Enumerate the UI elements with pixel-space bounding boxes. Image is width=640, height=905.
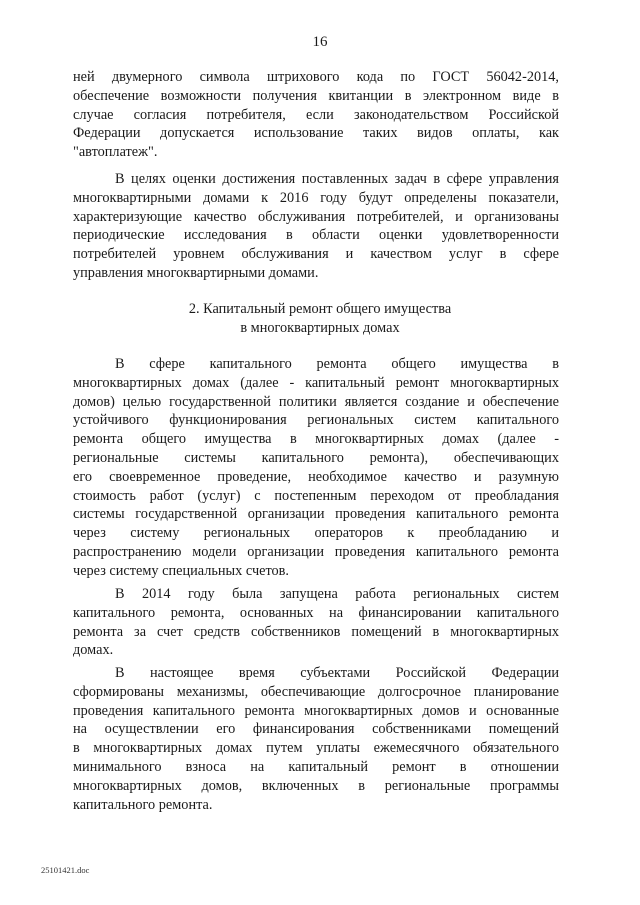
paragraph-2014-launch	[73, 585, 559, 660]
text-line: Федерации допускается использование таких видов оплаты, как	[73, 125, 559, 142]
text-line: устойчивого функционирования региональных систем капитального	[73, 412, 559, 429]
text-line: характеризующие качество обслуживания потребителей, и организованы	[73, 208, 559, 225]
text-line: домов) целью государственной политики является создание и обеспечение	[73, 393, 559, 410]
text-line: через систему региональных операторов к преобладанию и	[73, 525, 559, 542]
section-heading-line-2: в многоквартирных домах	[240, 320, 400, 336]
text-line: В настоящее время субъектами Российской Федерации	[115, 665, 559, 681]
text-line: случае согласия потребителя, если законодательством Российской	[73, 106, 559, 123]
text-line: В 2014 году была запущена работа региональных систем	[115, 586, 559, 602]
text-line: многоквартирных домах (далее - капитальный ремонт многоквартирных	[73, 374, 559, 391]
text-line: многоквартирными домами к 2016 году будут определены показатели,	[73, 189, 559, 206]
text-line: многоквартирных домов, включенных в региональные программы	[73, 777, 559, 794]
text-line: ней двумерного символа штрихового кода по ГОСТ 56042-2014,	[73, 69, 559, 85]
text-line: системы государственной организации проведения капитального ремонта	[73, 506, 559, 523]
text-line: распространению модели организации проведения капитального ремонта	[73, 543, 559, 560]
text-line: в многоквартирных домах путем уплаты ежемесячного обязательного	[73, 740, 559, 757]
text-line: обеспечение возможности получения квитанции в электронном виде в	[73, 87, 559, 104]
page-number: 16	[312, 34, 328, 50]
text-line: минимального взноса на капитальный ремонт в отношении	[73, 758, 559, 775]
text-line: проведения капитального ремонта многоквартирных домов и основанные	[73, 702, 559, 719]
text-line: "автоплатеж".	[73, 144, 158, 161]
paragraph-evaluation	[73, 170, 559, 283]
text-line: его своевременное проведение, необходимое качество и разумную	[73, 468, 559, 485]
text-line: сформированы механизмы, обеспечивающие долгосрочное планирование	[73, 683, 559, 700]
text-line: через систему специальных счетов.	[73, 562, 290, 579]
text-line: В целях оценки достижения поставленных задач в сфере управления	[115, 171, 559, 187]
text-line: капитального ремонта.	[73, 796, 213, 813]
paragraph-continuation	[73, 68, 559, 162]
text-line: капитального ремонта, основанных на финансировании капитального	[73, 604, 559, 621]
text-line: В сфере капитального ремонта общего имущества в	[115, 356, 559, 372]
text-line: управления многоквартирными домами.	[73, 264, 319, 281]
section-heading-line-1: 2. Капитальный ремонт общего имущества	[188, 301, 452, 317]
text-line: периодические исследования в области оценки удовлетворенности	[73, 227, 559, 244]
text-line: потребителей уровнем обслуживания и качеством услуг в сфере	[73, 246, 559, 263]
text-line: региональные системы капитального ремонта), обеспечивающих	[73, 449, 559, 466]
paragraph-capital-repair	[73, 355, 559, 581]
text-line: ремонта за счет средств собственников помещений в многоквартирных	[73, 623, 559, 640]
paragraph-mechanisms	[73, 664, 559, 814]
text-line: ремонта общего имущества в многоквартирных домах (далее -	[73, 431, 559, 448]
text-line: домах.	[73, 642, 114, 659]
text-line: на осуществлении его финансирования собственниками помещений	[73, 721, 559, 738]
text-line: стоимость работ (услуг) с постепенным переходом от преобладания	[73, 487, 559, 504]
footer-document-code: 25101421.doc	[41, 865, 90, 875]
